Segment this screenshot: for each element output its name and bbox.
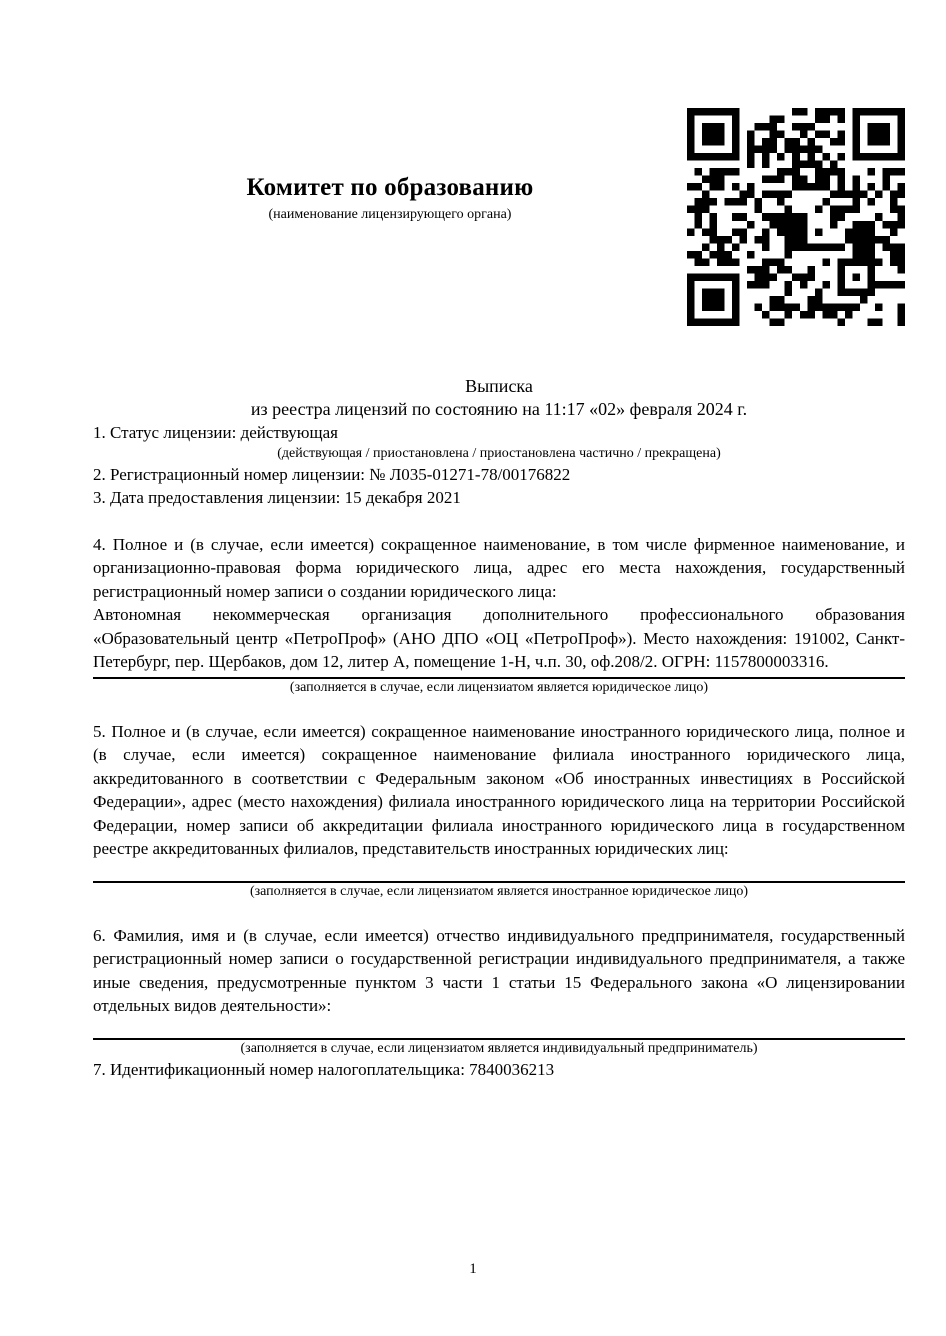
section-2-registration-number: 2. Регистрационный номер лицензии: № Л035-01271-78/00176822	[93, 464, 571, 484]
section-6-text: 6. Фамилия, имя и (в случае, если имеется) отчество индивидуального предпринимателя, государственный регистрационный номер записи о государственной регистрации индивидуального предпринимателя, а также иные сведения, предусмотренные пунктом 3 части 1 статьи 15 Федерального закона «О лицензировании отдельных видов деятельности»:	[93, 925, 905, 1015]
document-title	[93, 375, 905, 421]
section-7-taxpayer-number: 7. Идентификационный номер налогоплательщика: 7840036213	[93, 1059, 555, 1079]
section-1-license-status: 1. Статус лицензии: действующая	[93, 423, 338, 442]
document-body	[93, 421, 905, 1081]
licensing-authority-name: Комитет по образованию	[246, 174, 534, 201]
document-title-line1: Выписка	[465, 376, 533, 396]
licensing-authority-block	[93, 108, 687, 223]
qr-code-image	[687, 108, 905, 326]
section-3-license-date: 3. Дата предоставления лицензии: 15 декабря 2021	[93, 488, 461, 507]
section-4-value: Автономная некоммерческая организация дополнительного профессионального образования «Образовательный центр «ПетроПроф» (АНО ДПО «ОЦ «ПетроПроф»). Место нахождения: 191002, Санкт-Петербург, пер. Щербаков, дом 12, литер А, помещение 1-Н, ч.п. 30, оф.208/2. ОГРН: 1157800003316.	[93, 605, 905, 671]
section-6-caption: (заполняется в случае, если лицензиатом является индивидуальный предприниматель)	[240, 1040, 758, 1056]
licensing-authority-caption: (наименование лицензирующего органа)	[268, 207, 512, 222]
document-title-line2: из реестра лицензий по состоянию на 11:17 «02» февраля 2024 г.	[250, 399, 748, 419]
section-6-individual-entrepreneur	[93, 924, 905, 1058]
section-4-caption: (заполняется в случае, если лицензиатом является юридическое лицо)	[289, 679, 709, 695]
document-header	[93, 108, 905, 326]
page-number: 1	[469, 1261, 477, 1277]
section-5-text: 5. Полное и (в случае, если имеется) сокращенное наименование иностранного юридического лица, полное и (в случае, если имеется) сокращенное наименование филиала иностранного юридического лица, аккредитованного в соответствии с Федеральным законом «Об иностранных инвестициях в Российской Федерации», адрес (место нахождения) филиала иностранного юридического лица на территории Российской Федерации, номер записи об аккредитации филиала иностранного юридического лица в государственном реестре аккредитованных филиалов, представительств иностранных юридических лиц:	[93, 721, 905, 858]
section-4-text: 4. Полное и (в случае, если имеется) сокращенное наименование, в том числе фирменное наименование, и организационно-правовая форма юридического лица, адрес его места нахождения, государственный регистрационный номер записи о создании юридического лица:	[93, 534, 905, 601]
section-5-foreign-entity	[93, 720, 905, 901]
section-1-caption: (действующая / приостановлена / приостановлена частично / прекращена)	[277, 445, 721, 461]
section-4-legal-entity	[93, 533, 905, 697]
section-5-caption: (заполняется в случае, если лицензиатом является иностранное юридическое лицо)	[249, 883, 749, 899]
